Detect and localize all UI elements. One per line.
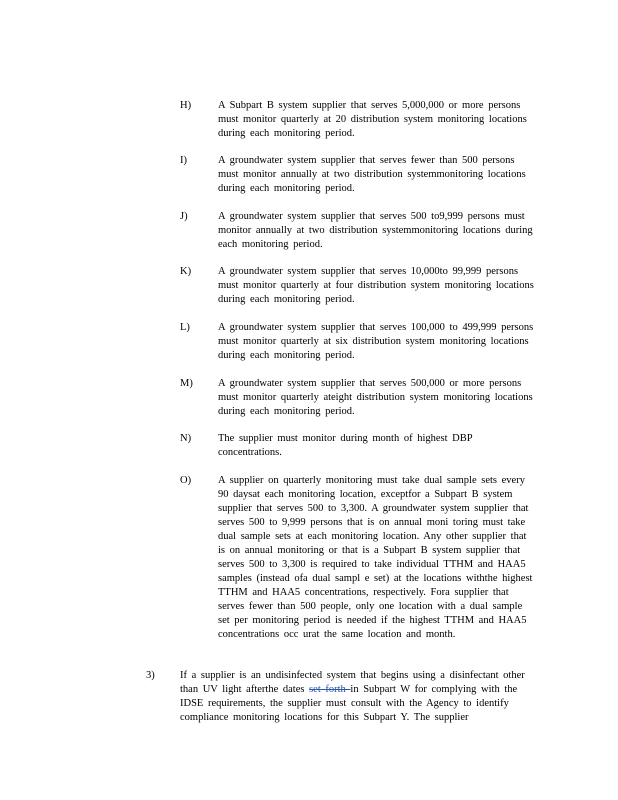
item-text: The supplier must monitor during month of highest DBP concentrations. bbox=[218, 433, 473, 458]
item-label: N) bbox=[180, 433, 192, 444]
item-label: I) bbox=[180, 155, 187, 166]
item-label: M) bbox=[180, 378, 193, 389]
item-text: A groundwater system supplier that serves fewer than 500 persons must monitor annually at two distribution systemmonitoring locations during each monitoring period. bbox=[218, 155, 526, 194]
section-text-after: in Subpart W for complying with the IDSE requirements, the supplier must consult with the Agency to identify compliance monitoring locations for this Subpart Y. The supplier bbox=[180, 684, 518, 723]
section-text bbox=[180, 669, 538, 725]
section-text-before: If a supplier is an undisinfected system that begins using a disinfectant other than UV light afterthe dates bbox=[180, 670, 525, 695]
item-label: O) bbox=[180, 475, 192, 486]
item-text: A groundwater system supplier that serves 10,000to 99,999 persons must monitor quarterly at four distribution system monitoring locations during each monitoring period. bbox=[218, 266, 534, 305]
item-text: A groundwater system supplier that serves 100,000 to 499,999 persons must monitor quarterly at six distribution system monitoring locations during each monitoring period. bbox=[218, 322, 534, 361]
item-text: A Subpart B system supplier that serves 5,000,000 or more persons must monitor quarterly at 20 distribution system monitoring locations during each monitoring period. bbox=[218, 100, 527, 139]
struck-text: set forth bbox=[309, 684, 351, 695]
item-text: A groundwater system supplier that serves 500 to9,999 persons must monitor annually at two distribution systemmonitoring locations during each monitoring period. bbox=[218, 211, 533, 250]
item-label: L) bbox=[180, 322, 190, 333]
item-text: A supplier on quarterly monitoring must take dual sample sets every 90 daysat each monitoring location, exceptfor a Subpart B system supplier that serves 500 to 3,300. A groundwater system supplier that serves 500 to 9,999 persons that is on annual moni toring must take dual sample sets at each monitoring location. Any other supplier that is on annual monitoring or that is a Subpart B system supplier that serves 500 to 3,300 is required to take individual TTHM and HAA5 samples (instead ofa dual sampl e set) at the locations withthe highest TTHM and HAA5 concentrations, respectively. Fora supplier that serves fewer than 500 people, only one location with a dual sample set per monitoring period is needed if the highest TTHM and HAA5 concentrations occ urat the same location and month. bbox=[218, 475, 533, 640]
item-text: A groundwater system supplier that serves 500,000 or more persons must monitor quarterly ateight distribution system monitoring locations during each monitoring period. bbox=[218, 378, 533, 417]
item-label: K) bbox=[180, 266, 192, 277]
section-label: 3) bbox=[146, 670, 155, 681]
item-label: H) bbox=[180, 100, 192, 111]
item-label: J) bbox=[180, 211, 188, 222]
